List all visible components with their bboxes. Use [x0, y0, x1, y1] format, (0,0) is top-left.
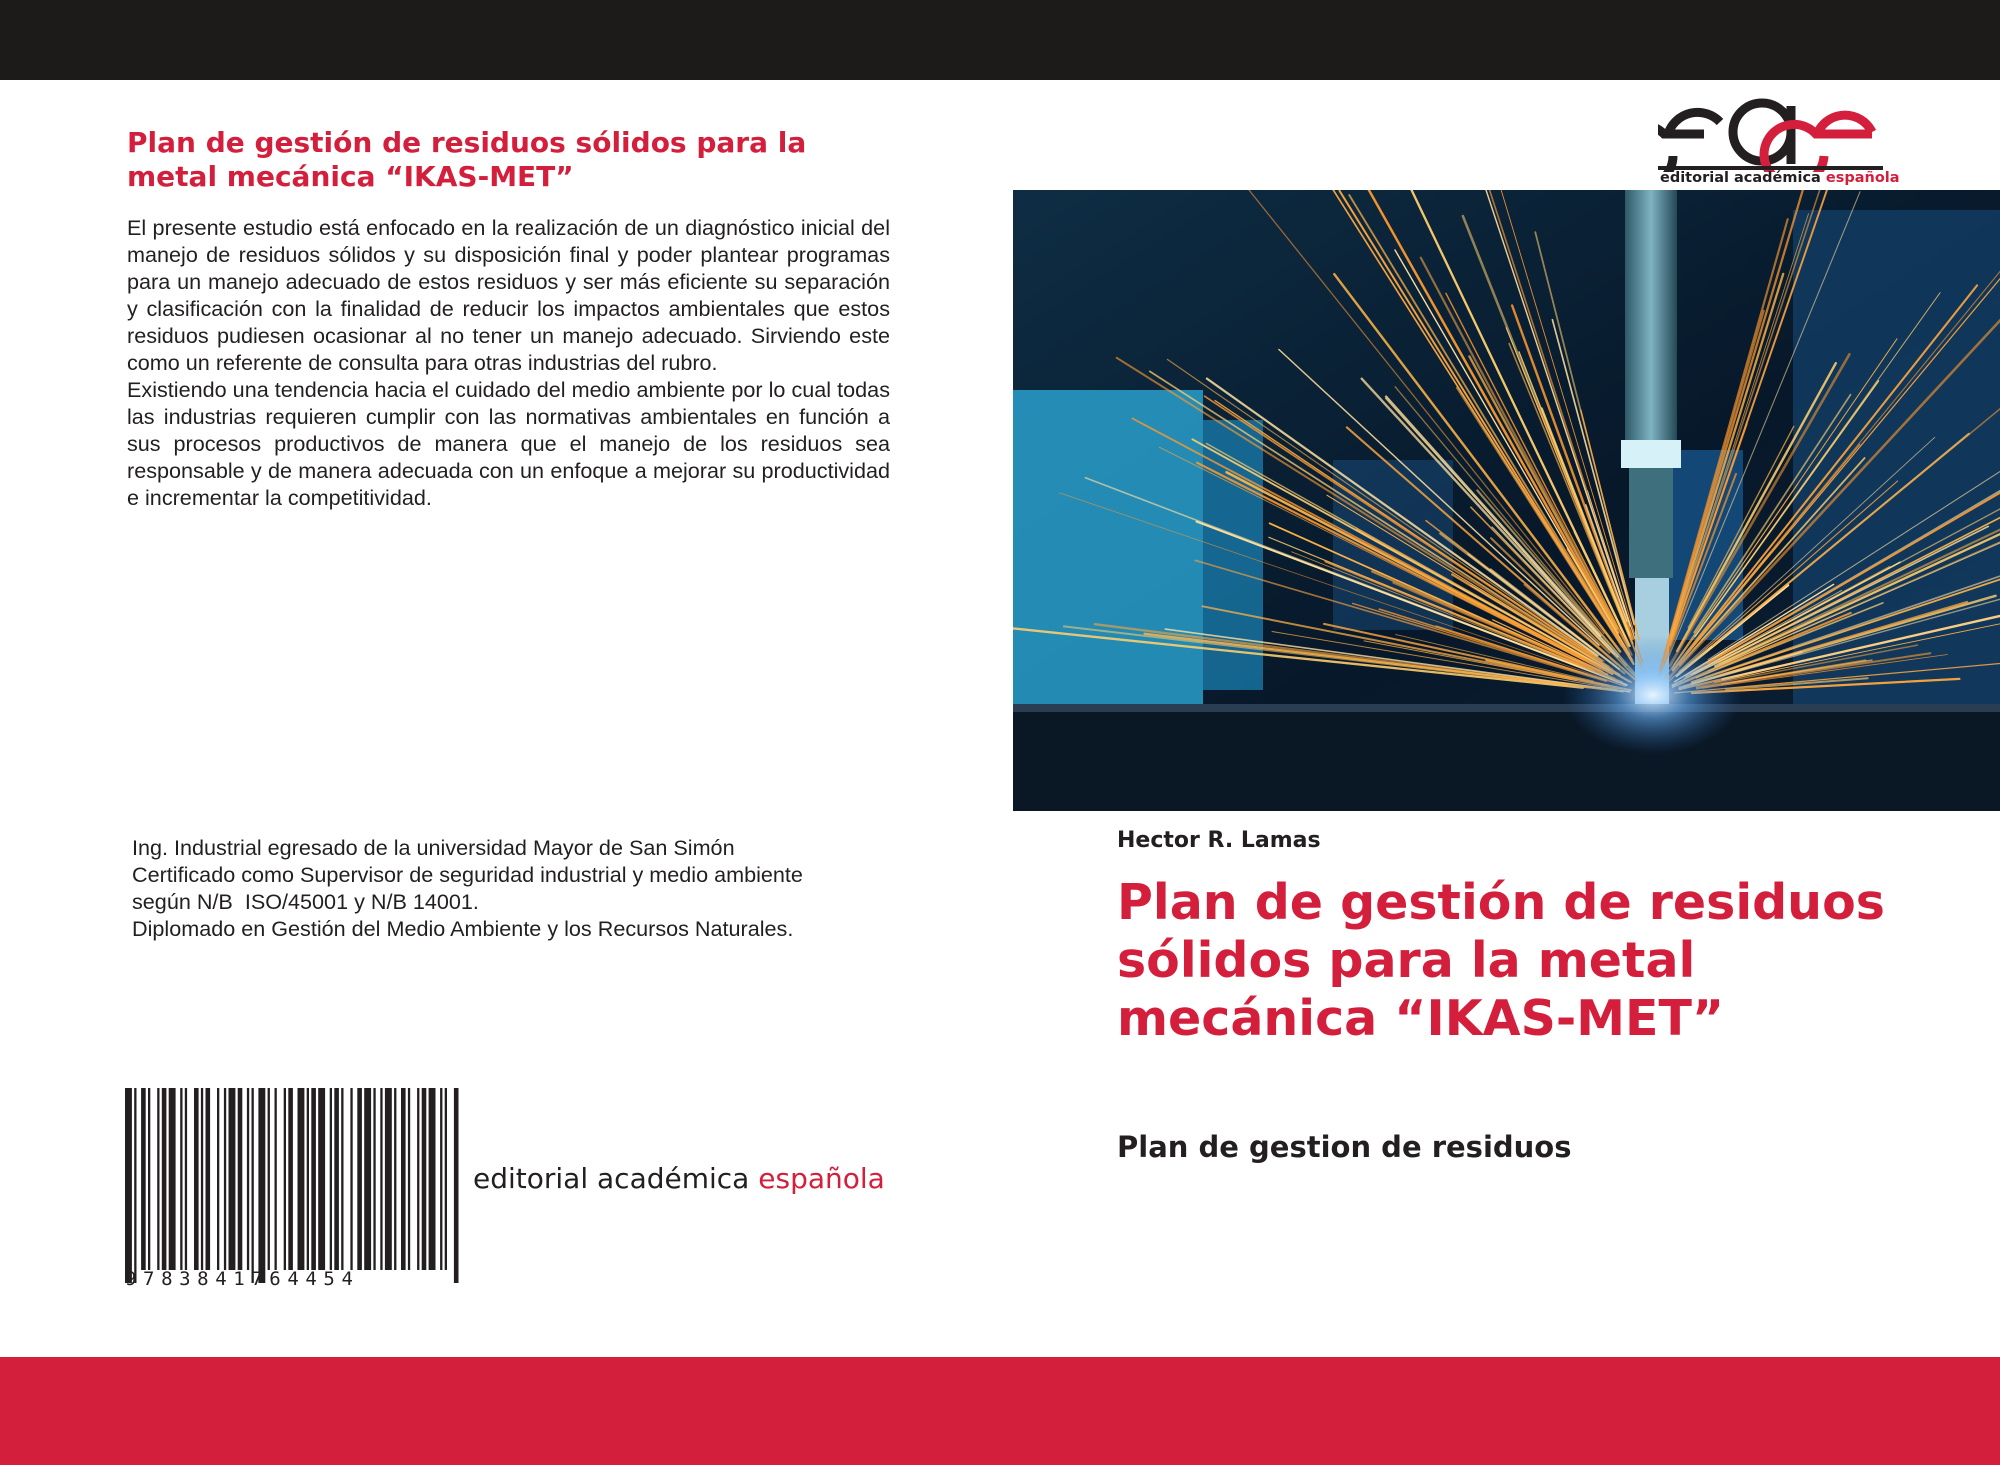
bio-line: Certificado como Supervisor de seguridad industrial y medio ambiente [132, 862, 803, 887]
barcode-bar [284, 1088, 286, 1270]
barcode-bar [288, 1088, 293, 1270]
eae-logo [1658, 96, 1883, 172]
barcode-bar [422, 1088, 427, 1270]
barcode-bar [330, 1088, 332, 1270]
barcode-bar [268, 1088, 270, 1270]
isbn-barcode [125, 1088, 460, 1283]
barcode-bar [206, 1088, 211, 1270]
barcode-bar [162, 1088, 167, 1270]
bio-line: según N/B ISO/45001 y N/B 14001. [132, 889, 479, 914]
author-name: Hector R. Lamas [1117, 828, 1321, 853]
description-paragraph-2: Existiendo una tendencia hacia el cuidado del medio ambiente por lo cual todas las industrias requieren cumplir con las normativas ambientales en función a sus procesos productivos de manera que el manejo de los residuos sea responsable y de manera adecuada con un enfoque a mejorar su productividad e incrementar la competitividad. [127, 377, 890, 510]
logo-caption [1660, 170, 1900, 186]
barcode-bar [311, 1088, 316, 1270]
barcode-bar [401, 1088, 406, 1270]
bottom-band [0, 1357, 2000, 1465]
barcode-bar [201, 1088, 203, 1270]
barcode-bar [350, 1088, 352, 1270]
barcode-bar [454, 1088, 459, 1283]
barcode-publisher-name [473, 1162, 885, 1195]
isbn-number: 9783841764454 [125, 1268, 360, 1290]
logo-caption-accent: española [1825, 170, 1900, 186]
barcode-bar [148, 1088, 150, 1270]
barcode-bar [298, 1088, 305, 1270]
barcode-bar [380, 1088, 382, 1270]
barcode-bar [224, 1088, 226, 1270]
barcode-bar [217, 1088, 219, 1270]
barcode-bar [429, 1088, 436, 1270]
barcode-bar [275, 1088, 277, 1270]
barcode-bar [247, 1088, 249, 1270]
barcode-bar [258, 1088, 265, 1283]
publisher-name-accent: española [758, 1162, 885, 1195]
barcode-bar [141, 1088, 146, 1270]
front-cover-subtitle: Plan de gestion de residuos [1117, 1130, 1572, 1164]
barcode-bar [169, 1088, 176, 1270]
barcode-bar [238, 1088, 243, 1270]
top-band [0, 0, 2000, 80]
bio-line: Diplomado en Gestión del Medio Ambiente y los Recursos Naturales. [132, 916, 794, 941]
barcode-bar [307, 1088, 309, 1270]
bio-line: Ing. Industrial egresado de la universidad Mayor de San Simón [132, 835, 735, 860]
barcode-bar [445, 1088, 447, 1270]
barcode-bar [341, 1088, 343, 1270]
barcode-bar [185, 1088, 187, 1270]
barcode-bar [385, 1088, 392, 1270]
barcode-bar [194, 1088, 199, 1270]
barcode-bar [394, 1088, 396, 1270]
description-paragraph-1: El presente estudio está enfocado en la realización de un diagnóstico inicial del manejo de residuos sólidos y su disposición final y poder plantear programas para un manejo adecuado de estos residuos y ser más eficiente su separación y clasificación con la finalidad de reducir los impactos ambientales que estos residuos pudiesen ocasionar al no tener un manejo adecuado. Sirviendo este como un referente de consulta para otras industrias del rubro. [127, 215, 890, 375]
cover-photo-welding-sparks [1013, 190, 2000, 811]
barcode-bar [334, 1088, 339, 1270]
barcode-bar [229, 1088, 236, 1270]
author-bio [132, 834, 912, 942]
logo-caption-plain: editorial académica [1660, 170, 1826, 186]
barcode-bar [417, 1088, 419, 1270]
barcode-bar [373, 1088, 375, 1270]
back-cover-title: Plan de gestión de residuos sólidos para la metal mecánica “IKAS-MET” [127, 126, 807, 193]
barcode-bar [318, 1088, 325, 1270]
front-cover-title: Plan de gestión de residuos sólidos para la metal mecánica “IKAS-MET” [1117, 874, 1885, 1047]
barcode-bar [125, 1088, 132, 1283]
barcode-bar [440, 1088, 442, 1270]
barcode-bar [134, 1088, 136, 1283]
barcode-bar [180, 1088, 182, 1270]
barcode-bar [157, 1088, 159, 1270]
publisher-name-plain: editorial académica [473, 1162, 759, 1195]
barcode-bar [408, 1088, 410, 1270]
barcode-bar [252, 1088, 254, 1283]
barcode-bar [364, 1088, 371, 1270]
barcode-bar [357, 1088, 362, 1270]
back-cover-description [127, 214, 890, 511]
